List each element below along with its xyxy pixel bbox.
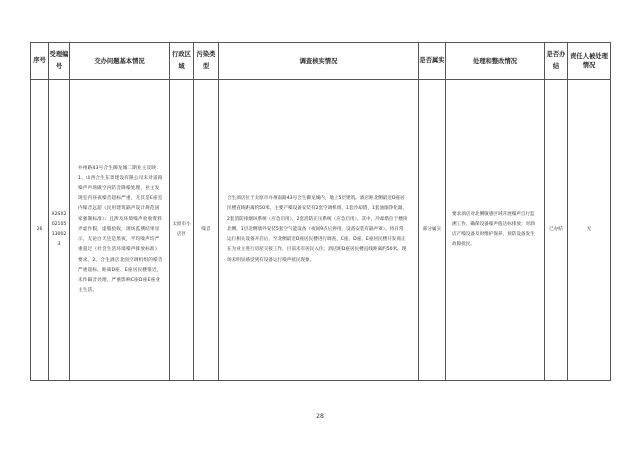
header-accept-no: 受理编号	[49, 43, 70, 80]
header-district: 行政区域	[170, 43, 194, 80]
table-row	[31, 80, 611, 381]
header-is-true: 是否属实	[419, 43, 446, 80]
header-handling: 处理和整改情况	[446, 43, 545, 80]
header-pollution-type: 污染类型	[194, 43, 219, 80]
supervision-table	[30, 42, 611, 381]
header-investigation: 调查核实情况	[219, 43, 419, 80]
header-seq: 序号	[31, 43, 49, 80]
page-number: 28	[316, 413, 324, 420]
header-complaint: 交办问题基本情况	[70, 43, 170, 80]
cell-district: 太原市小店区	[170, 80, 194, 381]
cell-seq: 26	[31, 80, 49, 381]
cell-is-closed: 已办结	[545, 80, 568, 381]
cell-investigation: 合生酒店位于太原市并州南路43号合生御龙城内，地上5层建筑。酒店距北侧最近D座居民楼直线距离约50米。主要产噪设备安装有2套空调机组，1套冷却塔，1套油烟净化器，2套消防排烟风系统（应急启用），2套消防正压系统（应急启用）。其中，冷却塔位于楼顶北侧，1层北侧墙外安装5套空气能设备（夜间9点后停用，设备安装有隔声罩）。将日常运行相关设备开启后，至北侧最近D座居民楼进行调查，C座、D座、E座居民楼开发商正在为业主进行房屋交接工作，目前未有居民入住；酒店距D座居民楼直线距离约50米，现场未明显感受到有设备运行噪声扰民现象。	[219, 80, 419, 381]
header-is-closed: 是否办结	[545, 43, 568, 80]
cell-accept-no: X2SX202105130023	[49, 80, 70, 381]
header-accountability: 责任人被处理情况	[568, 43, 611, 80]
cell-handling: 要求酒店对北侧敏感区域开展噪声自行监测工作，确保设备噪声值达标排放；对酒店产噪设备及时维护保养，预防设备发生故障扰民。	[446, 80, 545, 381]
table-header	[31, 43, 611, 80]
cell-accountability: 无	[568, 80, 611, 381]
cell-pollution-type: 噪音	[194, 80, 219, 381]
cell-complaint: 并州路43号合生御龙城二期业主反映：1、山西合生东景建设有限公司未对道路噪声声场做空内防音降噪处理，业主发现室内昼夜噪音超标严重，尤其是E座室内噪音远超《民用建筑隔声设计规范国家强制标准》；且涉及环境噪声验收资料弄虚作假，虚假验收，现场监测结果显示，无论白天还是黑夜，平均噪声均严重超过《社会生活环境噪声排放标准》要求。2、合生酒店北面空调机组的噪音严重超标，距离D座、E座居民楼很近，未作隔音处理，严重影响C座D座E座业主生活。	[70, 80, 170, 381]
cell-is-true: 部分属实	[419, 80, 446, 381]
